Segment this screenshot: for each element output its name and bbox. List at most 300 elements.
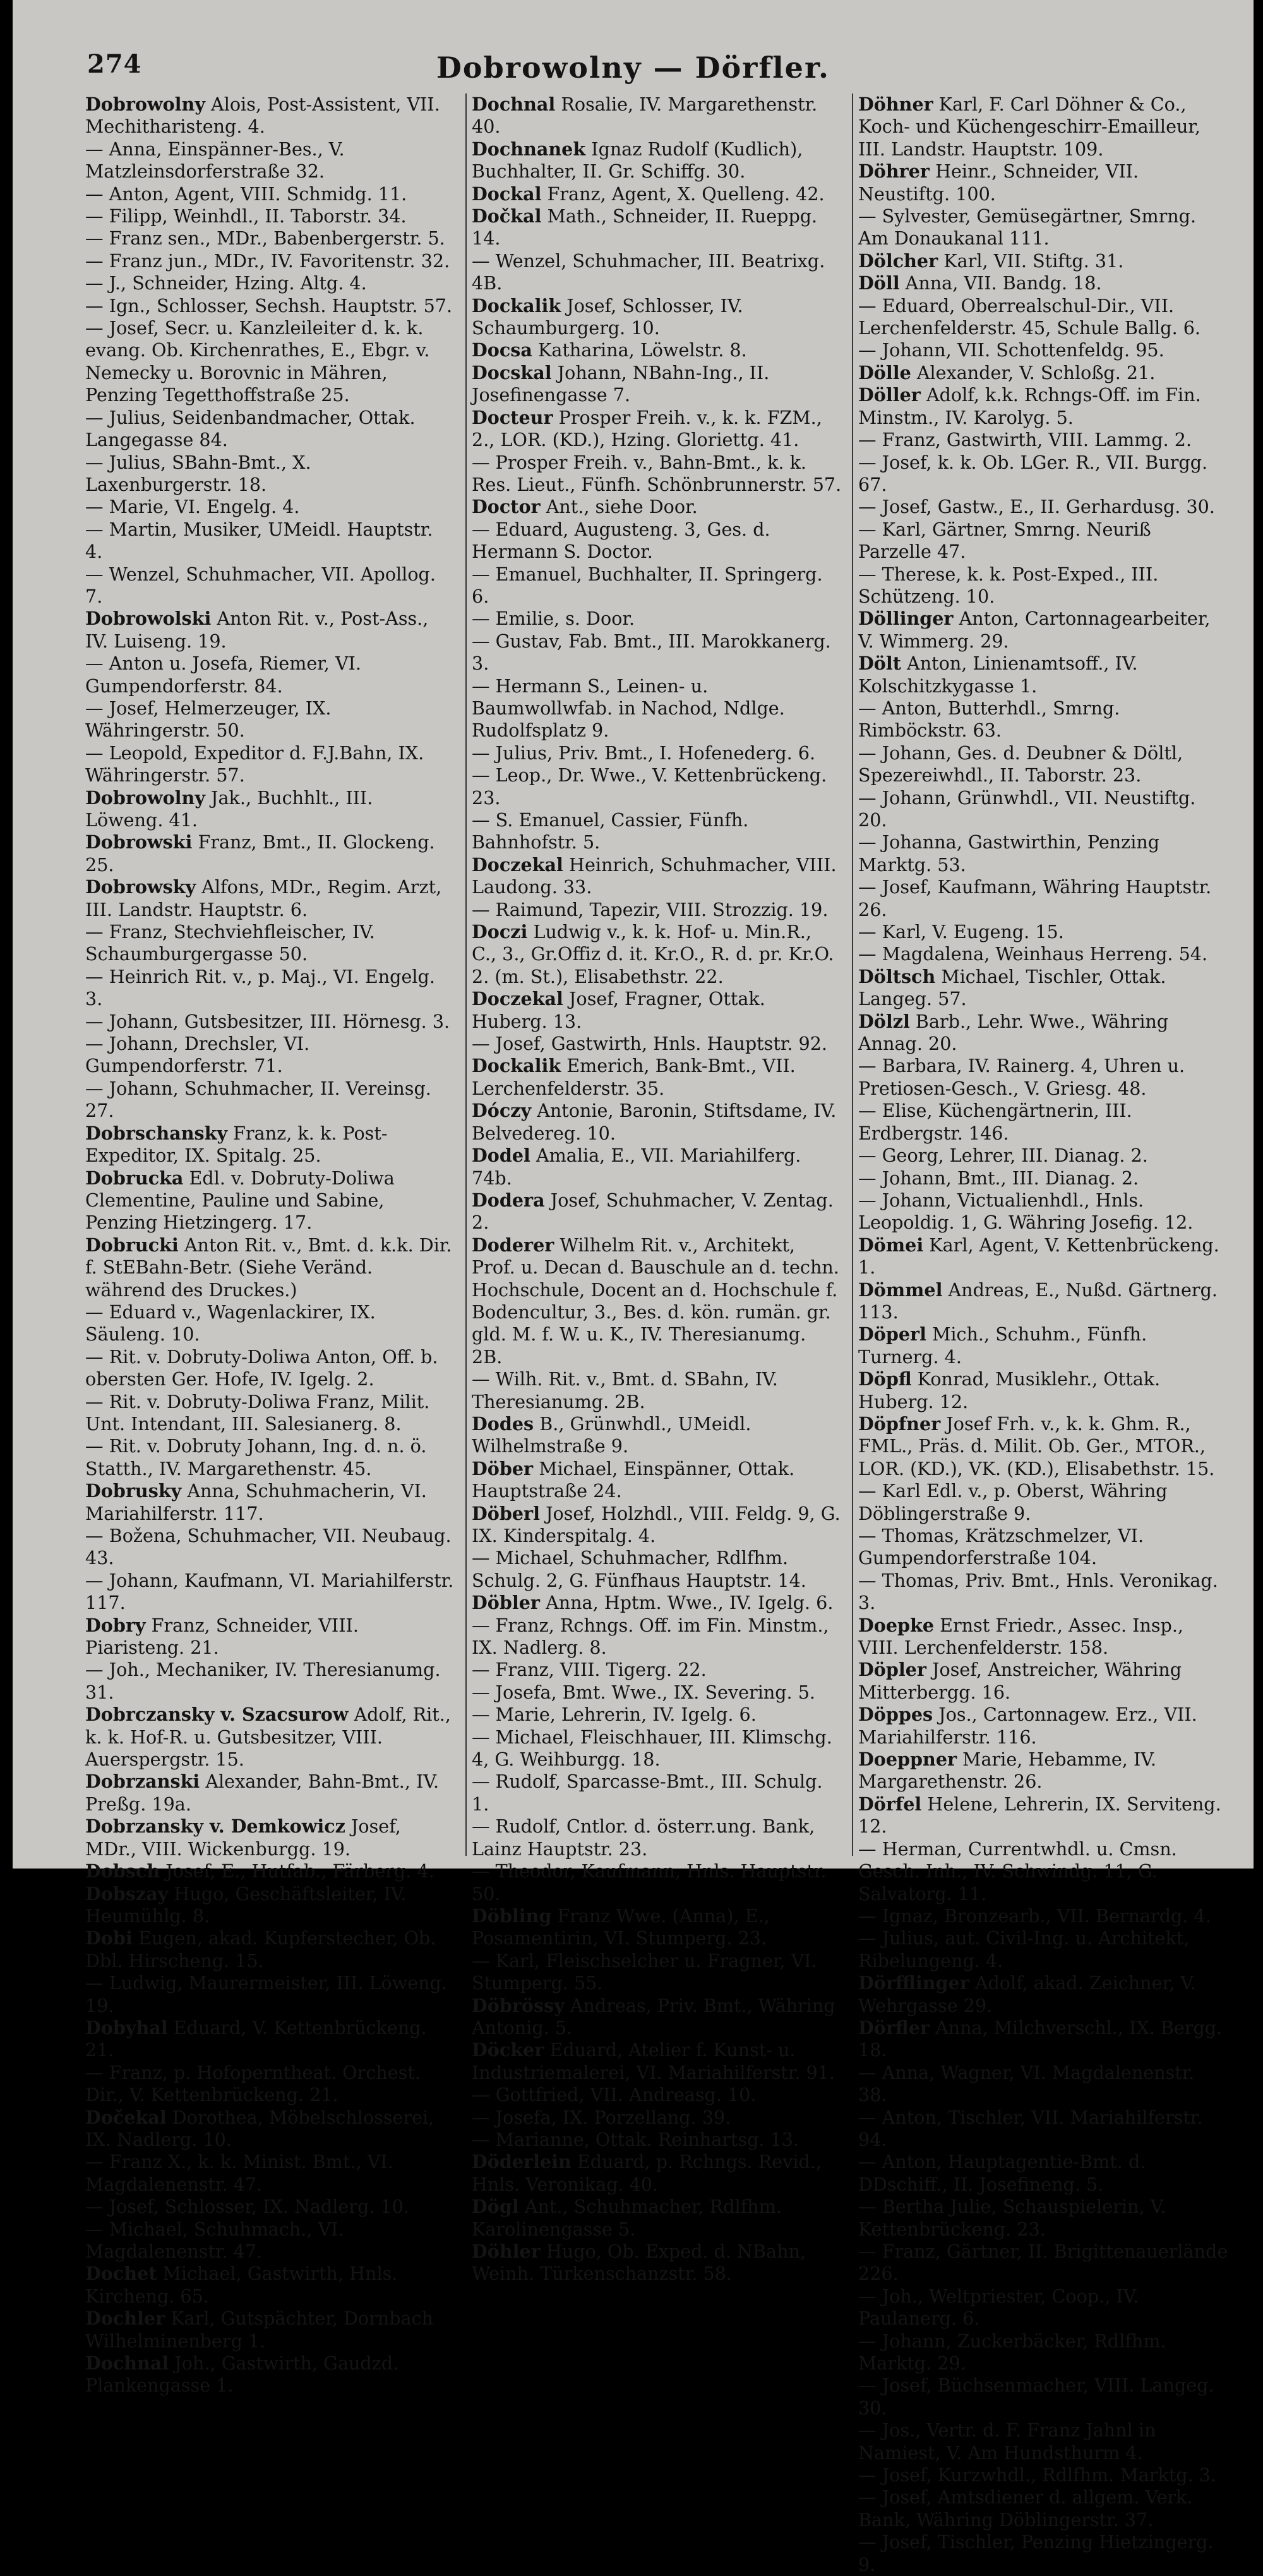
- entry-details: — Leop., Dr. Wwe., V. Kettenbrückeng. 23.: [472, 764, 827, 809]
- entry-details: — Josef, Gastw., E., II. Gerhardusg. 30.: [858, 496, 1215, 518]
- entry-surname: Docteur: [472, 406, 553, 428]
- entry-details: — Jos., Vertr. d. F. Franz Jahnl in Namiest, V. Am Hundsthurm 4.: [858, 2419, 1156, 2464]
- entry-details: Rosalie, IV. Margarethenstr. 40.: [472, 93, 818, 138]
- directory-entry: [472, 250, 842, 295]
- entry-surname: Döller: [858, 384, 921, 406]
- entry-details: — Rudolf, Sparcasse-Bmt., III. Schulg. 1.: [472, 1771, 823, 1815]
- entry-details: Josef Frh. v., k. k. Ghm. R., FML., Präs. d. Milit. Ob. Ger., MTOR., LOR. (KD.), VK. (KD.), Elisabethstr. 15.: [858, 1412, 1215, 1479]
- entry-surname: Dobrzansky v. Demkowicz: [85, 1815, 345, 1838]
- entry-details: Franz, Schneider, VIII. Piaristeng. 21.: [85, 1614, 359, 1659]
- directory-entry: [858, 93, 1228, 160]
- entry-surname: Dobrucka: [85, 1167, 184, 1189]
- directory-entry: [85, 2263, 455, 2308]
- entry-surname: Dögl: [472, 2196, 519, 2218]
- directory-entry: [858, 608, 1228, 653]
- directory-entry: [85, 1860, 455, 1882]
- directory-entry: [858, 1234, 1228, 1279]
- entry-details: Hugo, Geschäftsleiter, IV. Heumühlg. 8.: [85, 1882, 407, 1927]
- entry-details: Alfons, MDr., Regim. Arzt, III. Landstr. Hauptstr. 6.: [85, 876, 442, 920]
- directory-entry: [85, 1972, 455, 2017]
- entry-surname: Dockalik: [472, 294, 561, 316]
- entry-surname: Doczekal: [472, 853, 563, 876]
- entry-surname: Dóczy: [472, 1100, 532, 1122]
- directory-entry: [85, 1346, 455, 1391]
- entry-details: Josef, Fragner, Ottak. Huberg. 13.: [472, 988, 765, 1032]
- directory-entry: [85, 93, 455, 138]
- entry-details: Alexander, V. Schloßg. 21.: [911, 361, 1156, 383]
- entry-details: B., Grünwhdl., UMeidl. Wilhelmstraße 9.: [472, 1412, 751, 1457]
- directory-entry: [472, 1234, 842, 1368]
- directory-entry: [85, 563, 455, 608]
- directory-entry: [472, 1547, 842, 1592]
- entry-details: — Julius, SBahn-Bmt., X. Laxenburgerstr. 18.: [85, 451, 311, 495]
- directory-entry: [858, 2062, 1228, 2107]
- directory-entry: [858, 787, 1228, 832]
- directory-entry: [858, 966, 1228, 1011]
- directory-entry: [858, 1368, 1228, 1413]
- entry-details: Karl, F. Carl Döhner & Co., Koch- und Küchengeschirr-Emailleur, III. Landstr. Hauptstr. 109.: [858, 93, 1201, 160]
- entry-surname: Döbler: [472, 1592, 540, 1614]
- directory-entry: [85, 295, 455, 317]
- directory-entry: [472, 1950, 842, 1995]
- entry-details: — Josef, Secr. u. Kanzleileiter d. k. k. evang. Ob. Kirchenrathes, E., Ebgr. v. Nemecky u. Borovnic in Mähren, Penzing Tegetthoffstraße 25.: [85, 317, 430, 406]
- entry-details: — Michael, Schuhmacher, Rdlfhm. Schulg. 2, G. Fünfhaus Hauptstr. 14.: [472, 1547, 806, 1591]
- directory-entry: [85, 1525, 455, 1570]
- entry-details: — Josefa, IX. Porzellang. 39.: [472, 2106, 731, 2128]
- entry-details: Josef, Schuhmacher, V. Zentag. 2.: [472, 1189, 834, 1234]
- entry-details: — Anton u. Josefa, Riemer, VI. Gumpendorferstr. 84.: [85, 653, 362, 697]
- entry-details: — Franz, VIII. Tigerg. 22.: [472, 1659, 707, 1681]
- directory-entry: [858, 1145, 1228, 1167]
- entry-details: Eduard, V. Kettenbrückeng. 21.: [85, 2016, 427, 2061]
- entry-details: — Prosper Freih. v., Bahn-Bmt., k. k. Res. Lieut., Fünfh. Schönbrunnerstr. 57.: [472, 451, 842, 495]
- directory-entry: [858, 697, 1228, 742]
- entry-details: Jos., Cartonnagew. Erz., VII. Mariahilferstr. 116.: [858, 1704, 1197, 1748]
- entry-surname: Dodera: [472, 1189, 545, 1211]
- directory-entry: [85, 966, 455, 1011]
- directory-entry: [472, 1995, 842, 2040]
- entry-surname: Döhner: [858, 93, 933, 115]
- entry-surname: Dobrowolny: [85, 786, 205, 809]
- directory-entry: [858, 921, 1228, 943]
- directory-entry: [472, 519, 842, 563]
- entry-surname: Döbrössy: [472, 1994, 565, 2016]
- entry-details: Alois, Post-Assistent, VII. Mechitharisteng. 4.: [85, 93, 440, 138]
- entry-details: — Wenzel, Schuhmacher, III. Beatrixg. 4B.: [472, 250, 825, 294]
- entry-surname: Dobrzanski: [85, 1771, 200, 1793]
- entry-details: Anna, VII. Bandg. 18.: [899, 272, 1102, 294]
- directory-page: [13, 0, 1254, 2575]
- directory-entry: [472, 138, 842, 183]
- entry-details: — Johann, Kaufmann, VI. Mariahilferstr. 117.: [85, 1569, 454, 1614]
- directory-entry: [858, 339, 1228, 361]
- entry-details: — Marie, Lehrerin, IV. Igelg. 6.: [472, 1704, 757, 1726]
- directory-entry: [472, 1055, 842, 1100]
- directory-entry: [85, 921, 455, 966]
- entry-surname: Dočkal: [472, 205, 542, 227]
- entry-details: — Josef, Amtsdiener d. allgem. Verk. Bank, Währing Döblingerstr. 37.: [858, 2486, 1193, 2531]
- directory-entry: [85, 1122, 455, 1167]
- directory-entry: [85, 1391, 455, 1436]
- directory-entry: [472, 407, 842, 452]
- directory-entry: [85, 1480, 455, 1525]
- entry-details: Ant., Schuhmacher, Rdlfhm. Karolinengasse 5.: [472, 2196, 782, 2240]
- entry-surname: Dobrucki: [85, 1234, 179, 1256]
- entry-details: — Josefa, Bmt. Wwe., IX. Severing. 5.: [472, 1681, 816, 1703]
- entry-details: — Georg, Lehrer, III. Dianag. 2.: [858, 1145, 1148, 1167]
- entry-details: Katharina, Löwelstr. 8.: [532, 339, 747, 361]
- directory-entry: [858, 2196, 1228, 2241]
- directory-entry: [858, 1704, 1228, 1748]
- entry-details: — Franz, Gärtner, II. Brigittenauerlände 226.: [858, 2241, 1228, 2285]
- directory-entry: [858, 1659, 1228, 1704]
- entry-details: — Franz, Stechviehfleischer, IV. Schaumburgergasse 50.: [85, 921, 375, 965]
- entry-details: Franz, k. k. Post-Expeditor, IX. Spitalg. 25.: [85, 1122, 388, 1167]
- entry-details: Emerich, Bank-Bmt., VII. Lerchenfelderstr. 35.: [472, 1055, 796, 1099]
- entry-details: Adolf, Rit., k. k. Hof-R. u. Gutsbesitzer, VIII. Auerspergstr. 15.: [85, 1704, 451, 1771]
- entry-details: — Gottfried, VII. Andreasg. 10.: [472, 2084, 757, 2106]
- entry-details: — Hermann S., Leinen- u. Baumwollwfab. in Nachod, Ndlge. Rudolfsplatz 9.: [472, 675, 785, 742]
- entry-details: Heinrich, Schuhmacher, VIII. Laudong. 33.: [472, 853, 837, 898]
- entry-details: — J., Schneider, Hzing. Altg. 4.: [85, 272, 367, 294]
- entry-surname: Dobi: [85, 1927, 133, 1949]
- entry-surname: Dölt: [858, 653, 901, 675]
- directory-entry: [858, 2486, 1228, 2531]
- entry-details: — Bertha Julie, Schauspielerin, V. Kettenbrückeng. 23.: [858, 2196, 1166, 2240]
- entry-details: — Karl Edl. v., p. Oberst, Währing Döblingerstraße 9.: [858, 1480, 1168, 1524]
- directory-entry: [472, 988, 842, 1033]
- entry-details: — Johann, Gutsbesitzer, III. Hörnesg. 3.: [85, 1010, 450, 1032]
- directory-entry: [858, 1570, 1228, 1615]
- entry-surname: Döderlein: [472, 2151, 572, 2173]
- directory-entry: [858, 496, 1228, 518]
- directory-entry: [472, 1592, 842, 1614]
- entry-details: — Rit. v. Dobruty Johann, Ing. d. n. ö. Statth., IV. Margarethenstr. 45.: [85, 1435, 427, 1479]
- directory-entry: [85, 183, 455, 205]
- directory-entry: [472, 1503, 842, 1548]
- entry-details: — Gustav, Fab. Bmt., III. Marokkanerg. 3.: [472, 630, 831, 675]
- directory-entry: [85, 452, 455, 497]
- directory-entry: [85, 876, 455, 921]
- directory-entry: [858, 250, 1228, 272]
- directory-entry: [85, 2352, 455, 2397]
- directory-entry: [85, 742, 455, 787]
- entry-details: — Johann, Zuckerbäcker, Rdlfhm. Marktg. 29.: [858, 2330, 1166, 2374]
- directory-entry: [85, 2151, 455, 2196]
- entry-details: — Johann, Victualienhdl., Hnls. Leopoldig. 1, G. Währing Josefig. 12.: [858, 1189, 1194, 1234]
- entry-details: Michael, Tischler, Ottak. Langeg. 57.: [858, 965, 1166, 1010]
- entry-details: Anna, Milchverschl., IX. Bergg. 18.: [858, 2016, 1223, 2061]
- directory-entry: [858, 1011, 1228, 1056]
- entry-surname: Dochler: [85, 2308, 165, 2330]
- entry-details: Johann, NBahn-Ing., II. Josefinengasse 7.: [472, 361, 770, 406]
- entry-details: Hugo, Ob. Exped. d. NBahn, Weinh. Türkenschanzstr. 58.: [472, 2241, 806, 2285]
- directory-entry: [472, 1033, 842, 1055]
- entry-details: — Eduard, Oberrealschul-Dir., VII. Lerchenfelderstr. 45, Schule Ballg. 6.: [858, 294, 1201, 339]
- entry-surname: Dodes: [472, 1412, 534, 1435]
- directory-entry: [472, 1145, 842, 1189]
- entry-surname: Dodel: [472, 1145, 530, 1167]
- directory-entry: [472, 764, 842, 809]
- entry-details: Helene, Lehrerin, IX. Serviteng. 12.: [858, 1793, 1221, 1838]
- directory-entry: [858, 2330, 1228, 2375]
- entry-surname: Dockal: [472, 183, 542, 205]
- directory-entry: [472, 1726, 842, 1771]
- directory-entry: [858, 2285, 1228, 2330]
- entry-details: — Franz, Gastwirth, VIII. Lammg. 2.: [858, 429, 1192, 451]
- entry-surname: Döpfner: [858, 1412, 941, 1435]
- entry-surname: Döppes: [858, 1704, 933, 1726]
- entry-details: Antonie, Baronin, Stiftsdame, IV. Belvedereg. 10.: [472, 1100, 837, 1144]
- directory-entry: [85, 2017, 455, 2062]
- entry-details: — Emanuel, Buchhalter, II. Springerg. 6.: [472, 563, 823, 607]
- entry-surname: Dobrczansky v. Szacsurow: [85, 1704, 349, 1726]
- directory-entry: [85, 1659, 455, 1704]
- entry-details: — Josef, Tischler, Penzing Hietzingerg. 9.: [858, 2531, 1214, 2575]
- entry-details: — Marie, VI. Engelg. 4.: [85, 496, 300, 518]
- directory-entry: [85, 2107, 455, 2152]
- entry-surname: Docsa: [472, 339, 532, 361]
- entry-surname: Döber: [472, 1457, 534, 1479]
- entry-details: — Johann, Grünwhdl., VII. Neustiftg. 20.: [858, 786, 1196, 831]
- entry-surname: Dochnal: [85, 2352, 169, 2374]
- entry-details: Adolf, k.k. Rchngs-Off. im Fin. Minstm., IV. Karolyg. 5.: [858, 384, 1201, 428]
- entry-details: — Josef, Schlosser, IX. Nadlerg. 10.: [85, 2196, 409, 2218]
- directory-entry: [858, 1323, 1228, 1368]
- entry-details: — Thomas, Priv. Bmt., Hnls. Veronikag. 3.: [858, 1569, 1218, 1614]
- directory-entry: [85, 205, 455, 227]
- directory-entry: [472, 1682, 842, 1704]
- entry-details: — Karl, Fleischselcher u. Fragner, VI. Stumperg. 55.: [472, 1949, 817, 1994]
- directory-entry: [472, 1189, 842, 1234]
- directory-entry: [85, 250, 455, 272]
- entry-details: — Josef, Helmerzeuger, IX. Währingerstr. 50.: [85, 697, 332, 742]
- entry-surname: Dömmel: [858, 1279, 943, 1301]
- entry-details: Joh., Gastwirth, Gaudzd. Plankengasse 1.: [85, 2352, 399, 2397]
- entry-surname: Döltsch: [858, 965, 936, 987]
- entry-details: — Michael, Fleischhauer, III. Klimschg. 4, G. Weihburgg. 18.: [472, 1726, 832, 1771]
- entry-details: — Wenzel, Schuhmacher, VII. Apollog. 7.: [85, 563, 436, 607]
- directory-entry: [858, 384, 1228, 429]
- entry-details: — Theodor, Kaufmann, Hnls. Hauptstr. 50.: [472, 1860, 827, 1905]
- entry-details: Wilhelm Rit. v., Architekt, Prof. u. Decan d. Bauschule an d. techn. Hochschule, Docent an d. Hochschule f. Bodencultur, 3., Bes. d. kön. rumän. gr. gld. M. f. W. u. K., IV. Theresianumg. 2B.: [472, 1234, 839, 1368]
- entry-details: Adolf, akad. Zeichner, V. Wehrgasse 29.: [858, 1972, 1196, 2016]
- entry-surname: Döll: [858, 272, 900, 294]
- entry-details: — Herman, Currentwhdl. u. Cmsn. Gesch. Inh., IV. Schwindg. 11, G. Salvatorg. 11.: [858, 1838, 1177, 1905]
- directory-entry: [472, 2039, 842, 2084]
- entry-details: — Franz jun., MDr., IV. Favoritenstr. 32.: [85, 250, 450, 272]
- directory-entry: [85, 608, 455, 653]
- entry-details: Eugen, akad. Kupferstecher, Ob. Dbl. Hirscheng. 15.: [85, 1927, 436, 1971]
- entry-details: — Anna, Einspänner-Bes., V. Matzleinsdorferstraße 32.: [85, 138, 345, 183]
- entry-details: — Ign., Schlosser, Sechsh. Hauptstr. 57.: [85, 294, 453, 316]
- directory-entry: [858, 160, 1228, 205]
- directory-entry: [472, 2084, 842, 2106]
- entry-surname: Doczi: [472, 921, 528, 943]
- entry-surname: Dömei: [858, 1234, 924, 1256]
- entry-surname: Dölcher: [858, 250, 938, 272]
- directory-entry: [472, 183, 842, 205]
- entry-details: — Franz X., k. k. Minist. Bmt., VI. Magdalenenstr. 47.: [85, 2151, 393, 2195]
- directory-entry: [858, 876, 1228, 921]
- entry-details: Eduard, p. Rchngs. Revid., Hnls. Veronikag. 40.: [472, 2151, 822, 2195]
- entry-details: — Josef, Gastwirth, Hnls. Hauptstr. 92.: [472, 1033, 828, 1055]
- directory-entry: [858, 2151, 1228, 2196]
- directory-entry: [85, 1615, 455, 1659]
- entry-details: Konrad, Musiklehr., Ottak. Huberg. 12.: [858, 1368, 1161, 1412]
- directory-entry: [858, 1972, 1228, 2017]
- directory-entry: [858, 1793, 1228, 1838]
- entry-surname: Dobyhal: [85, 2016, 168, 2038]
- entry-details: Andreas, E., Nußd. Gärtnerg. 113.: [858, 1279, 1218, 1323]
- entry-details: Anna, Hptm. Wwe., IV. Igelg. 6.: [539, 1592, 834, 1614]
- entry-details: — Marianne, Ottak. Reinhartsg. 13.: [472, 2128, 799, 2150]
- directory-entry: [858, 943, 1228, 965]
- directory-entry: [858, 653, 1228, 697]
- entry-details: — Josef, Kaufmann, Währing Hauptstr. 26.: [858, 876, 1212, 920]
- directory-entry: [858, 563, 1228, 608]
- directory-entry: [858, 1055, 1228, 1100]
- entry-details: — Božena, Schuhmacher, VII. Neubaug. 43.: [85, 1525, 452, 1569]
- entry-surname: Dobrowolny: [85, 93, 205, 115]
- directory-columns: [85, 93, 1228, 2575]
- directory-entry: [472, 339, 842, 361]
- directory-entry: [472, 93, 842, 138]
- entry-details: Josef, Schlosser, IV. Schaumburgerg. 10.: [472, 294, 743, 339]
- directory-entry: [85, 1570, 455, 1615]
- directory-entry: [85, 653, 455, 697]
- entry-details: Karl, Agent, V. Kettenbrückeng. 1.: [858, 1234, 1219, 1279]
- directory-entry: [472, 1815, 842, 1860]
- entry-surname: Dochnanek: [472, 138, 586, 160]
- directory-entry: [858, 831, 1228, 876]
- entry-details: Edl. v. Dobruty-Doliwa Clementine, Pauline und Sabine, Penzing Hietzingerg. 17.: [85, 1167, 395, 1234]
- directory-entry: [85, 2308, 455, 2352]
- entry-surname: Dörfler: [858, 2016, 930, 2038]
- entry-details: — Rudolf, Cntlor. d. österr.ung. Bank, Lainz Hauptstr. 23.: [472, 1815, 815, 1860]
- directory-entry: [472, 2107, 842, 2129]
- entry-surname: Döhler: [472, 2241, 541, 2262]
- entry-details: — Therese, k. k. Post-Exped., III. Schützeng. 10.: [858, 563, 1159, 607]
- directory-entry: [858, 205, 1228, 250]
- directory-entry: [472, 1458, 842, 1503]
- entry-details: — Barbara, IV. Rainerg. 4, Uhren u. Pretiosen-Gesch., V. Griesg. 48.: [858, 1055, 1185, 1099]
- entry-details: — Magdalena, Weinhaus Herreng. 54.: [858, 943, 1208, 965]
- directory-entry: [472, 1368, 842, 1413]
- entry-details: Franz, Agent, X. Quelleng. 42.: [541, 183, 825, 205]
- page-heading: Dobrowolny — Dörfler.: [436, 51, 830, 85]
- directory-entry: [85, 697, 455, 742]
- entry-details: — Anton, Hauptagentie-Bmt. d. DDschiff., II. Josefineng. 5.: [858, 2151, 1146, 2195]
- directory-entry: [858, 2531, 1228, 2576]
- column-1: [85, 93, 455, 2397]
- entry-details: Franz Wwe. (Anna), E., Posamentirin, VI. Stumperg. 23.: [472, 1905, 770, 1949]
- entry-details: — Martin, Musiker, UMeidl. Hauptstr. 4.: [85, 518, 433, 563]
- directory-entry: [858, 1100, 1228, 1145]
- directory-entry: [85, 519, 455, 563]
- entry-details: Alexander, Bahn-Bmt., IV. Preßg. 19a.: [85, 1771, 440, 1815]
- directory-entry: [858, 1525, 1228, 1570]
- directory-entry: [858, 2374, 1228, 2419]
- entry-details: — Josef, k. k. Ob. LGer. R., VII. Burgg. 67.: [858, 451, 1208, 495]
- entry-details: — Anton, Tischler, VII. Mariahilferstr. 94.: [858, 2106, 1203, 2150]
- entry-details: — Anna, Wagner, VI. Magdalenenstr. 38.: [858, 2061, 1195, 2106]
- directory-entry: [472, 1413, 842, 1458]
- entry-details: — Johanna, Gastwirthin, Penzing Marktg. 53.: [858, 831, 1160, 876]
- entry-details: Anton Rit. v., Bmt. d. k.k. Dir. f. StEBahn-Betr. (Siehe Veränd. während des Druckes.): [85, 1234, 452, 1301]
- directory-entry: [858, 452, 1228, 497]
- entry-surname: Doeppner: [858, 1748, 957, 1771]
- entry-details: Karl, VII. Stiftg. 31.: [938, 250, 1124, 272]
- entry-details: — Michael, Schuhmach., VI. Magdalenenstr. 47.: [85, 2218, 344, 2262]
- entry-details: — S. Emanuel, Cassier, Fünfh. Bahnhofstr. 5.: [472, 809, 749, 853]
- entry-details: Barb., Lehr. Wwe., Währing Annag. 20.: [858, 1010, 1169, 1055]
- directory-entry: [858, 1748, 1228, 1793]
- directory-entry: [85, 787, 455, 832]
- entry-surname: Dölzl: [858, 1010, 910, 1032]
- directory-entry: [472, 1659, 842, 1681]
- entry-surname: Doderer: [472, 1234, 554, 1256]
- directory-entry: [472, 2196, 842, 2241]
- directory-entry: [85, 1167, 455, 1234]
- entry-details: — Josef, Kurzwhdl., Rdlfhm. Marktg. 3.: [858, 2464, 1217, 2486]
- entry-surname: Dočekal: [85, 2106, 167, 2128]
- entry-surname: Döhrer: [858, 160, 930, 183]
- directory-entry: [85, 1815, 455, 1860]
- entry-details: — Raimund, Tapezir, VIII. Strozzig. 19.: [472, 898, 829, 920]
- entry-details: Amalia, E., VII. Mariahilferg. 74b.: [472, 1145, 801, 1189]
- entry-surname: Dockalik: [472, 1055, 561, 1077]
- entry-surname: Dobrschansky: [85, 1122, 228, 1144]
- entry-details: Eduard, Atelier f. Kunst- u. Industriemalerei, VI. Mariahilferstr. 91.: [472, 2039, 835, 2083]
- entry-details: — Franz sen., MDr., Babenbergerstr. 5.: [85, 227, 445, 250]
- entry-details: Ernst Friedr., Assec. Insp., VIII. Lerchenfelderstr. 158.: [858, 1614, 1184, 1659]
- entry-details: — Rit. v. Dobruty-Doliwa Franz, Milit. Unt. Intendant, III. Salesianerg. 8.: [85, 1390, 430, 1435]
- directory-entry: [858, 272, 1228, 294]
- directory-entry: [472, 809, 842, 854]
- entry-surname: Dochet: [85, 2263, 157, 2285]
- directory-entry: [85, 138, 455, 183]
- entry-details: — Johann, Bmt., III. Dianag. 2.: [858, 1167, 1139, 1189]
- directory-entry: [472, 630, 842, 675]
- entry-details: Ant., siehe Door.: [540, 496, 698, 518]
- directory-entry: [85, 2218, 455, 2263]
- entry-details: — Joh., Weltpriester, Coop., IV. Paulanerg. 6.: [858, 2285, 1139, 2330]
- directory-entry: [472, 1704, 842, 1726]
- directory-entry: [858, 429, 1228, 451]
- entry-details: — Eduard, Augusteng. 3, Ges. d. Hermann S. Doctor.: [472, 518, 770, 563]
- entry-surname: Döperl: [858, 1323, 926, 1345]
- directory-entry: [85, 407, 455, 452]
- entry-details: — Johann, Schuhmacher, II. Vereinsg. 27.: [85, 1077, 431, 1122]
- directory-entry: [472, 452, 842, 497]
- directory-entry: [858, 295, 1228, 340]
- entry-details: Josef, Holzhdl., VIII. Feldg. 9, G. IX. Kinderspitalg. 4.: [472, 1502, 841, 1546]
- directory-entry: [858, 2017, 1228, 2062]
- entry-surname: Döbling: [472, 1905, 552, 1927]
- entry-surname: Dobrusky: [85, 1480, 182, 1502]
- directory-entry: [85, 1033, 455, 1078]
- entry-details: Marie, Hebamme, IV. Margarethenstr. 26.: [858, 1748, 1156, 1793]
- entry-surname: Doczekal: [472, 988, 563, 1010]
- directory-entry: [85, 317, 455, 407]
- entry-details: Anton, Cartonnagearbeiter, V. Wimmerg. 29.: [858, 608, 1211, 652]
- entry-details: — Joh., Mechaniker, IV. Theresianumg. 31.: [85, 1659, 441, 1703]
- directory-entry: [472, 2151, 842, 2196]
- directory-entry: [472, 608, 842, 630]
- entry-details: Franz, Bmt., II. Glockeng. 25.: [85, 831, 435, 876]
- directory-entry: [85, 1301, 455, 1346]
